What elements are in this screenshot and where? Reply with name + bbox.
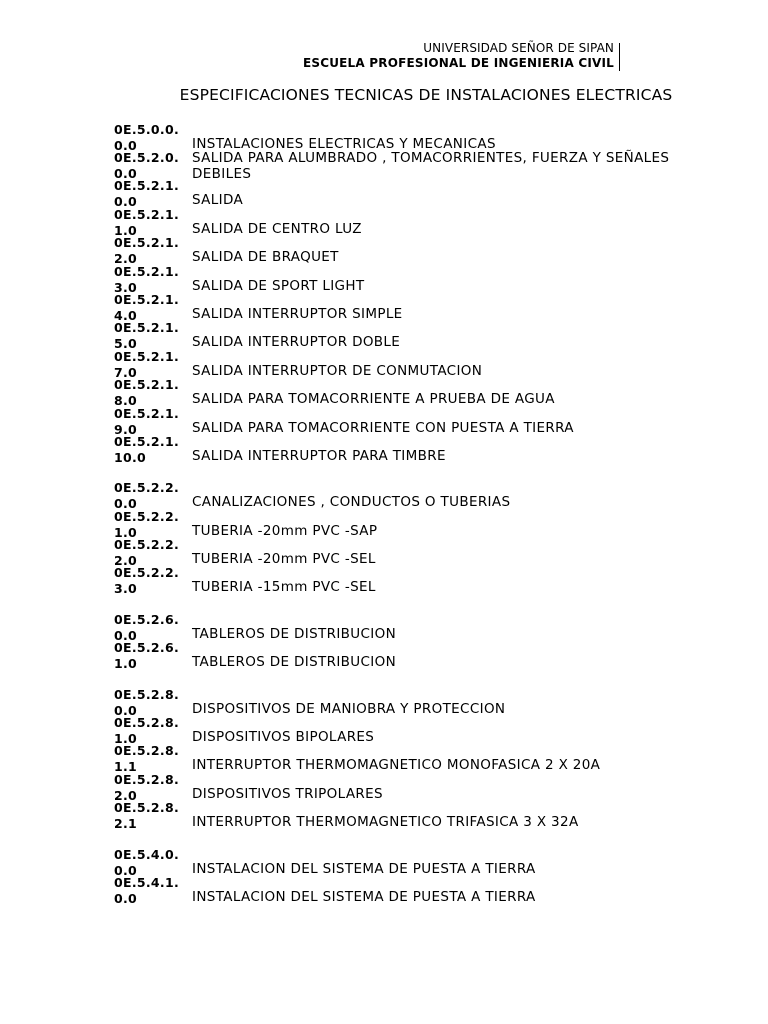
item-description: INSTALACION DEL SISTEMA DE PUESTA A TIERRA — [192, 860, 536, 877]
item-code: 0E.5.2.8. 2.0 — [114, 771, 180, 803]
item-code: 0E.5.2.1. 2.0 — [114, 235, 180, 267]
item-code: 0E.5.2.1. 4.0 — [114, 291, 180, 323]
item-description: INTERRUPTOR THERMOMAGNETICO MONOFASICA 2 X 20A — [192, 757, 601, 774]
item-description: SALIDA INTERRUPTOR PARA TIMBRE — [192, 447, 446, 464]
item-code: 0E.5.2.1. 8.0 — [114, 377, 180, 409]
item-description: SALIDA DE BRAQUET — [192, 249, 339, 266]
item-code: 0E.5.2.0. 0.0 — [114, 150, 180, 182]
item-description: SALIDA DE SPORT LIGHT — [192, 277, 365, 294]
list-item — [114, 800, 754, 832]
item-code: 0E.5.2.8. 1.1 — [114, 743, 180, 775]
item-code: 0E.5.2.8. 0.0 — [114, 686, 180, 718]
list-item — [114, 686, 754, 718]
item-description: INSTALACIONES ELECTRICAS Y MECANICAS — [192, 136, 496, 152]
item-description: DISPOSITIVOS DE MANIOBRA Y PROTECCION — [192, 700, 506, 717]
list-item — [114, 508, 754, 540]
list-item — [114, 640, 754, 672]
list-item — [114, 771, 754, 803]
list-item — [114, 320, 754, 352]
item-code: 0E.5.0.0. 0.0 — [114, 122, 180, 153]
list-item — [114, 150, 754, 183]
list-item — [114, 263, 754, 295]
header-divider — [619, 43, 620, 71]
item-description: TABLEROS DE DISTRIBUCION — [192, 654, 397, 671]
item-description: SALIDA INTERRUPTOR DE CONMUTACION — [192, 362, 483, 379]
item-description: DISPOSITIVOS BIPOLARES — [192, 729, 375, 746]
specifications-list — [114, 122, 754, 906]
item-code: 0E.5.4.0. 0.0 — [114, 846, 180, 878]
item-code: 0E.5.2.1. 10.0 — [114, 433, 180, 465]
item-code: 0E.5.2.2. 3.0 — [114, 565, 180, 597]
list-item — [114, 611, 754, 643]
university-name: UNIVERSIDAD SEÑOR DE SIPAN — [423, 41, 614, 55]
item-description: TABLEROS DE DISTRIBUCION — [192, 625, 397, 642]
item-description: DISPOSITIVOS TRIPOLARES — [192, 785, 383, 802]
item-code: 0E.5.2.1. 0.0 — [114, 178, 180, 210]
list-item — [114, 348, 754, 380]
list-item — [114, 480, 754, 512]
item-description: TUBERIA -15mm PVC -SEL — [192, 579, 376, 596]
item-code: 0E.5.2.1. 1.0 — [114, 206, 180, 238]
document-header — [303, 41, 620, 71]
item-code: 0E.5.2.1. 7.0 — [114, 348, 180, 380]
list-item — [114, 874, 754, 906]
item-code: 0E.5.2.2. 0.0 — [114, 480, 180, 512]
list-item — [114, 291, 754, 323]
list-item — [114, 235, 754, 267]
list-item — [114, 743, 754, 775]
item-description: TUBERIA -20mm PVC -SEL — [192, 551, 376, 568]
item-code: 0E.5.2.6. 0.0 — [114, 611, 180, 643]
list-item — [114, 178, 754, 210]
item-description: SALIDA INTERRUPTOR DOBLE — [192, 334, 401, 351]
item-description: CANALIZACIONES , CONDUCTOS O TUBERIAS — [192, 494, 511, 511]
item-code: 0E.5.2.6. 1.0 — [114, 640, 180, 672]
item-code: 0E.5.2.1. 3.0 — [114, 263, 180, 295]
item-code: 0E.5.2.1. 5.0 — [114, 320, 180, 352]
list-item — [114, 433, 754, 465]
list-item — [114, 846, 754, 878]
item-description: SALIDA PARA TOMACORRIENTE A PRUEBA DE AGUA — [192, 391, 555, 408]
list-item — [114, 715, 754, 747]
item-code: 0E.5.2.2. 1.0 — [114, 508, 180, 540]
item-description: SALIDA PARA ALUMBRADO , TOMACORRIENTES, FUERZA Y SEÑALES DEBILES — [192, 150, 670, 183]
item-code: 0E.5.2.8. 2.1 — [114, 800, 180, 832]
item-description: SALIDA DE CENTRO LUZ — [192, 220, 362, 237]
list-item — [114, 565, 754, 597]
list-item — [114, 405, 754, 437]
item-description: SALIDA PARA TOMACORRIENTE CON PUESTA A TIERRA — [192, 419, 574, 436]
item-description: INTERRUPTOR THERMOMAGNETICO TRIFASICA 3 X 32A — [192, 814, 579, 831]
item-code: 0E.5.2.2. 2.0 — [114, 537, 180, 569]
list-item — [114, 206, 754, 238]
item-description: TUBERIA -20mm PVC -SAP — [192, 522, 378, 539]
item-code: 0E.5.2.8. 1.0 — [114, 715, 180, 747]
list-item — [114, 122, 754, 153]
item-description: SALIDA INTERRUPTOR SIMPLE — [192, 305, 403, 322]
item-code: 0E.5.4.1. 0.0 — [114, 874, 180, 906]
list-item — [114, 537, 754, 569]
document-title: ESPECIFICACIONES TECNICAS DE INSTALACIONES ELECTRICAS — [179, 86, 673, 104]
item-description: SALIDA — [192, 192, 244, 209]
item-description: INSTALACION DEL SISTEMA DE PUESTA A TIERRA — [192, 888, 536, 905]
school-name: ESCUELA PROFESIONAL DE INGENIERIA CIVIL — [302, 56, 614, 70]
item-code: 0E.5.2.1. 9.0 — [114, 405, 180, 437]
list-item — [114, 377, 754, 409]
